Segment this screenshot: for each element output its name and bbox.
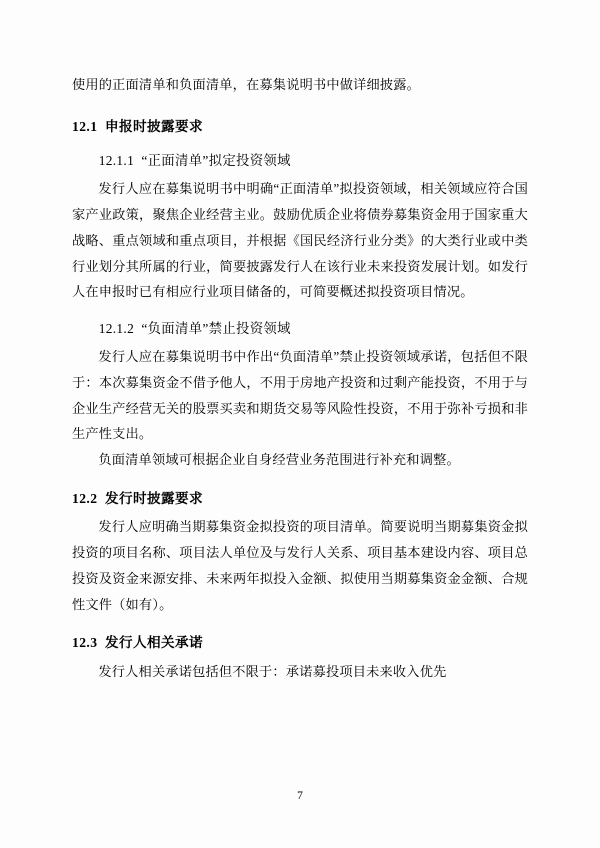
- section-title: “正面清单”拟定投资领域: [141, 153, 291, 169]
- paragraph-issuance-disclosure: 发行人应明确当期募集资金拟投资的项目清单。简要说明当期募集资金拟投资的项目名称、项目法人单位及与发行人关系、项目基本建设内容、项目总投资及资金来源安排、未来两年拟投入金额、拟使用当期募集资金金额、合规性文件（如有）。: [72, 519, 528, 612]
- document-body: [72, 72, 528, 685]
- spacer: [72, 617, 528, 620]
- section-number: 12.2: [72, 490, 98, 506]
- section-title: 发行时披露要求: [105, 490, 203, 506]
- section-heading-12-1: [72, 114, 528, 141]
- spacer: [72, 473, 528, 476]
- section-number: 12.1.1: [98, 153, 135, 169]
- section-title: “负面清单”禁止投资领域: [141, 321, 291, 337]
- section-number: 12.1.2: [98, 321, 135, 337]
- paragraph-positive-list: 发行人应在募集说明书中明确“正面清单”拟投资领域，相关领域应符合国家产业政策，聚焦企业经营主业。鼓励优质企业将债券募集资金用于国家重大战略、重点领域和重点项目，并根据《国民经济行业分类》的大类行业或中类行业划分其所属的行业，简要披露发行人在该行业未来投资发展计划。如发行人在申报时已有相应行业项目储备的，可简要概述拟投资项目情况。: [72, 181, 528, 300]
- section-number: 12.3: [72, 635, 98, 651]
- paragraph-negative-list: 发行人应在募集说明书中作出“负面清单”禁止投资领域承诺，包括但不限于：本次募集资金不借予他人，不用于房地产投资和过剩产能投资，不用于与企业生产经营无关的股票买卖和期货交易等风险性投资，不用于弥补亏损和非生产性支出。: [72, 349, 528, 442]
- paragraph-continued: 使用的正面清单和负面清单，在募集说明书中做详细披露。: [72, 77, 421, 92]
- section-heading-12-1-2: [72, 316, 528, 342]
- paragraph-issuer-commitments: 发行人相关承诺包括但不限于：承诺募投项目未来收入优先: [98, 663, 447, 679]
- section-heading-12-2: [72, 486, 528, 513]
- section-heading-12-1-1: [72, 148, 528, 174]
- section-number: 12.1: [72, 118, 98, 134]
- spacer: [72, 305, 528, 308]
- section-heading-12-3: [72, 630, 528, 657]
- section-title: 发行人相关承诺: [105, 635, 203, 651]
- page-number: 7: [297, 790, 303, 802]
- paragraph-negative-list-adjust: 负面清单领域可根据企业自身经营业务范围进行补充和调整。: [98, 452, 460, 468]
- spacer: [72, 98, 528, 104]
- section-title: 申报时披露要求: [105, 118, 203, 134]
